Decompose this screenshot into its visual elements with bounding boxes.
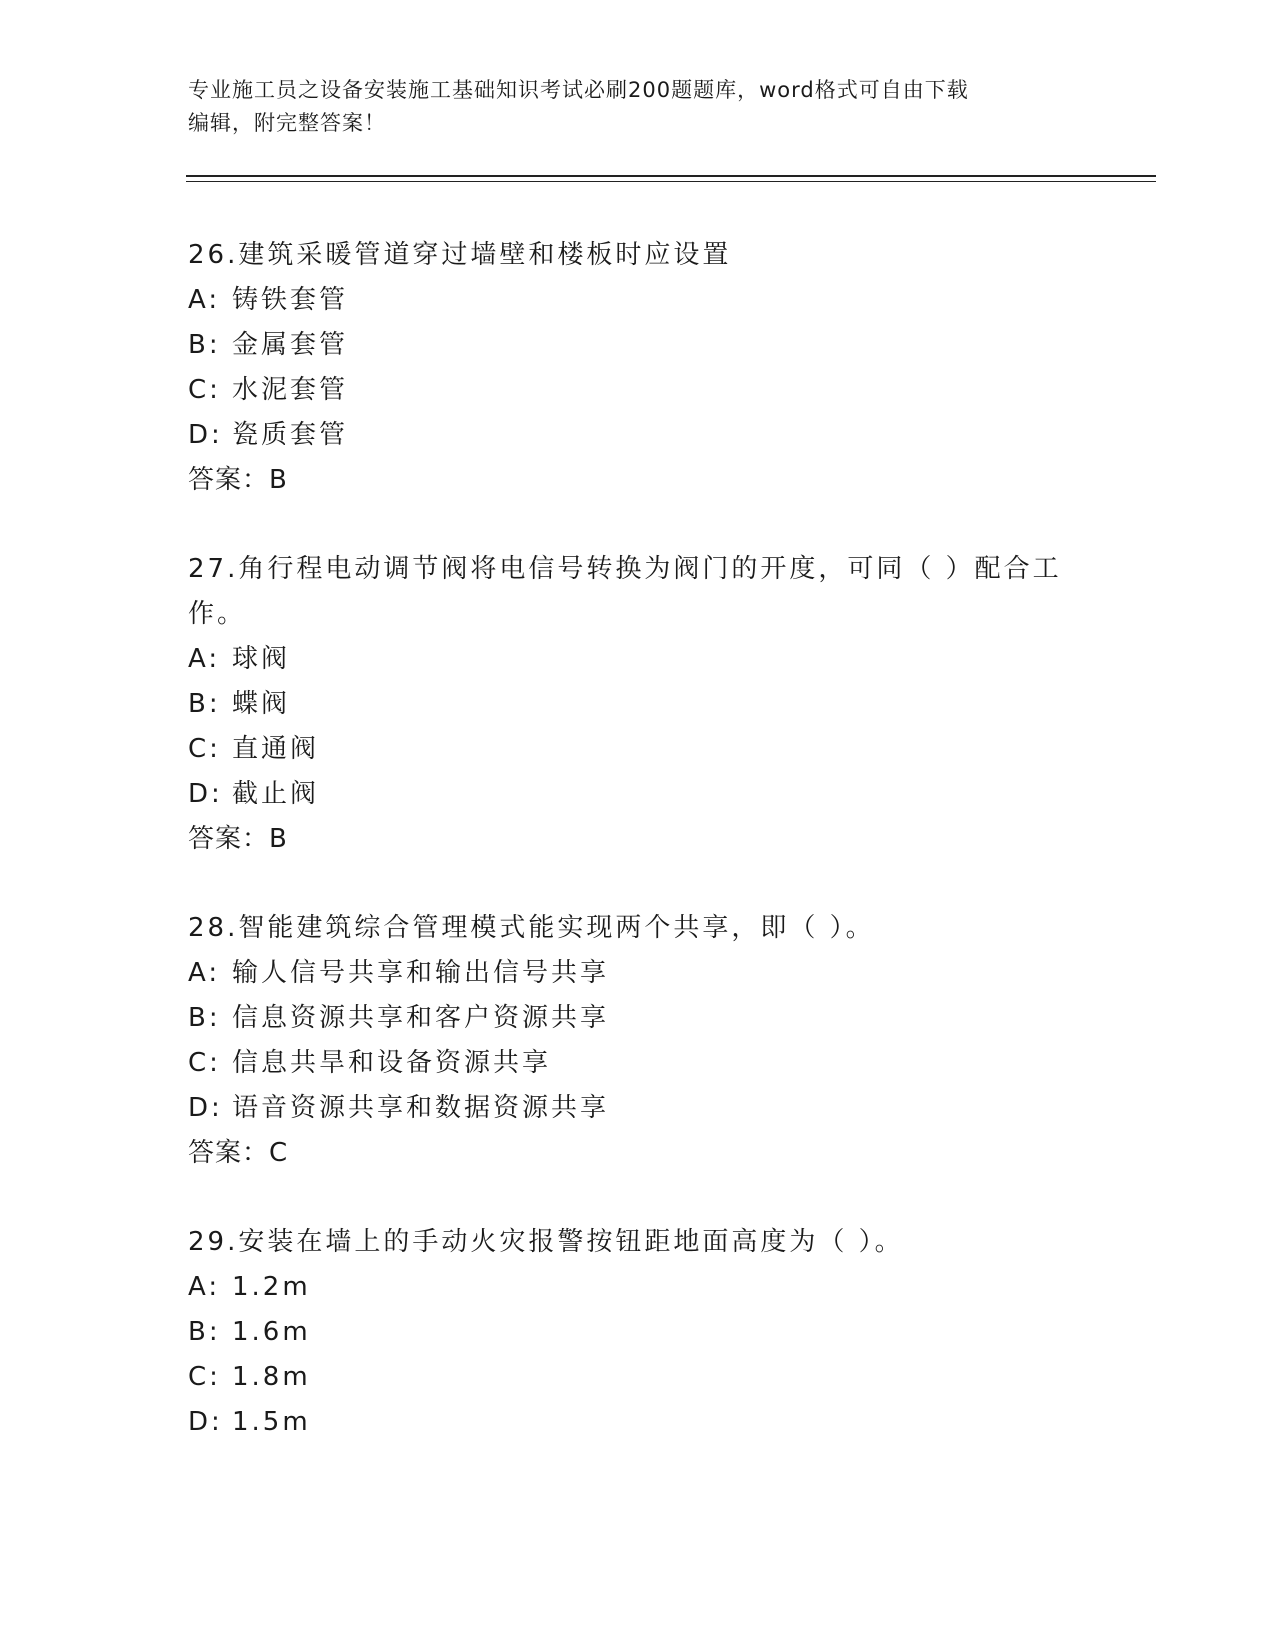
option-text: 直通阀 (232, 734, 320, 764)
option-a (188, 278, 1068, 323)
option-text: 输人信号共享和输出信号共享 (232, 958, 610, 988)
option-key: C: (188, 1362, 221, 1392)
option-c (188, 1041, 1068, 1086)
option-key: C: (188, 1048, 221, 1078)
option-c (188, 368, 1068, 413)
option-key: B: (188, 1003, 221, 1033)
document-header (188, 74, 1068, 140)
header-divider-thin (186, 181, 1156, 182)
answer-line: 答案：C (188, 1138, 289, 1168)
option-text: 金属套管 (232, 330, 349, 360)
option-d (188, 1086, 1068, 1131)
option-d (188, 772, 1068, 817)
option-a (188, 637, 1068, 682)
option-key: B: (188, 330, 221, 360)
option-text: 铸铁套管 (232, 285, 349, 315)
question-29 (188, 1220, 1068, 1445)
option-key: D: (188, 420, 223, 450)
option-b (188, 682, 1068, 727)
header-line-1: 专业施工员之设备安装施工基础知识考试必刷200题题库，word格式可自由下载 (188, 78, 969, 102)
header-line-2: 编辑，附完整答案！ (188, 111, 386, 135)
option-key: B: (188, 1317, 221, 1347)
question-stem: 29.安装在墙上的手动火灾报警按钮距地面高度为（ ）。 (188, 1227, 904, 1257)
option-d (188, 1400, 1068, 1445)
option-text: 瓷质套管 (232, 420, 349, 450)
option-b (188, 1310, 1068, 1355)
option-text: 球阀 (232, 644, 291, 674)
option-text: 语音资源共享和数据资源共享 (232, 1093, 610, 1123)
option-key: C: (188, 375, 221, 405)
option-c (188, 727, 1068, 772)
option-b (188, 323, 1068, 368)
option-key: D: (188, 1407, 223, 1437)
option-text: 1.8m (232, 1362, 311, 1392)
option-key: A: (188, 285, 221, 315)
option-key: B: (188, 689, 221, 719)
option-key: D: (188, 779, 223, 809)
answer-line: 答案：B (188, 824, 288, 854)
option-key: A: (188, 1272, 221, 1302)
option-text: 1.6m (232, 1317, 311, 1347)
option-text: 信息资源共享和客户资源共享 (232, 1003, 610, 1033)
option-b (188, 996, 1068, 1041)
answer-line: 答案：B (188, 465, 288, 495)
question-stem: 26.建筑采暖管道穿过墙壁和楼板时应设置 (188, 240, 732, 270)
question-27 (188, 547, 1068, 862)
option-key: C: (188, 734, 221, 764)
question-list (188, 233, 1068, 1489)
option-text: 信息共旱和设备资源共享 (232, 1048, 552, 1078)
header-divider-thick (186, 175, 1156, 177)
option-text: 蝶阀 (232, 689, 291, 719)
question-26 (188, 233, 1068, 503)
option-key: A: (188, 644, 221, 674)
option-d (188, 413, 1068, 458)
option-text: 水泥套管 (232, 375, 349, 405)
question-stem: 28.智能建筑综合管理模式能实现两个共享，即（ ）。 (188, 913, 875, 943)
question-stem: 27.角行程电动调节阀将电信号转换为阀门的开度，可同（ ）配合工作。 (188, 554, 1062, 629)
option-a (188, 1265, 1068, 1310)
option-a (188, 951, 1068, 996)
option-text: 1.5m (232, 1407, 311, 1437)
option-text: 1.2m (232, 1272, 311, 1302)
option-text: 截止阀 (232, 779, 320, 809)
question-28 (188, 906, 1068, 1176)
option-c (188, 1355, 1068, 1400)
option-key: D: (188, 1093, 223, 1123)
option-key: A: (188, 958, 221, 988)
